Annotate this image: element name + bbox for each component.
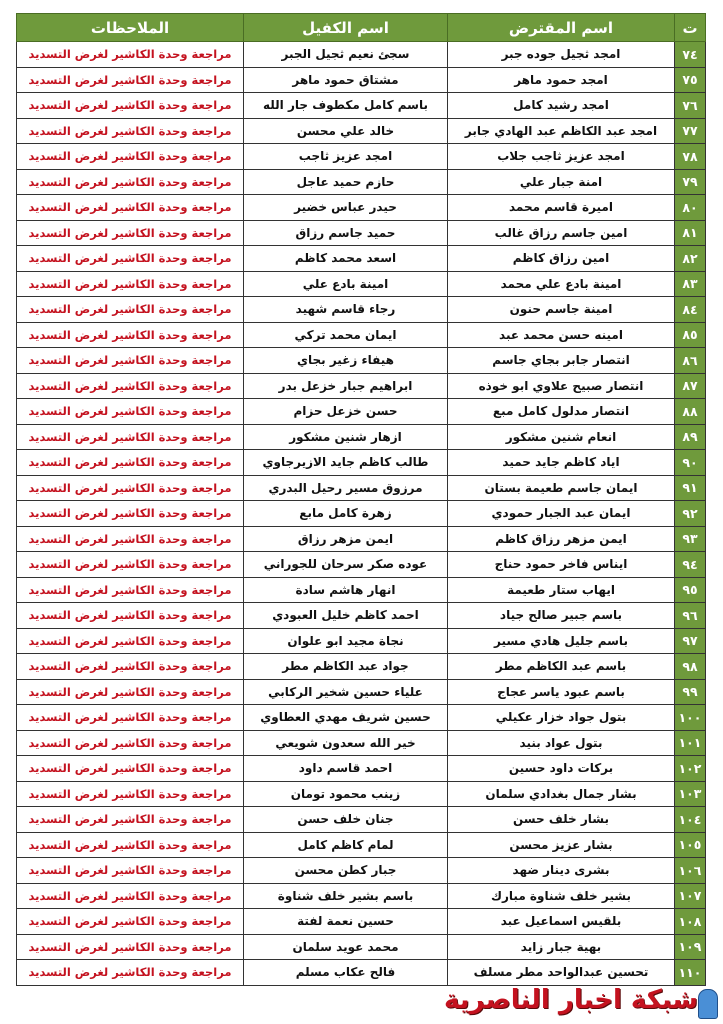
row-note: مراجعة وحدة الكاشير لغرض التسديد — [17, 271, 244, 297]
site-watermark — [443, 985, 718, 1021]
table-row — [17, 322, 706, 348]
row-note: مراجعة وحدة الكاشير لغرض التسديد — [17, 705, 244, 731]
sponsor-name: جواد عبد الكاظم مطر — [244, 654, 448, 680]
row-number: ٩٥ — [675, 577, 706, 603]
row-number: ٧٩ — [675, 169, 706, 195]
table-body — [17, 42, 706, 986]
sponsor-name: احمد كاظم خليل العبودي — [244, 603, 448, 629]
table-row — [17, 858, 706, 884]
sponsor-name: زينب محمود تومان — [244, 781, 448, 807]
row-number: ١٠١ — [675, 730, 706, 756]
row-note: مراجعة وحدة الكاشير لغرض التسديد — [17, 603, 244, 629]
blue-seal-icon — [698, 989, 718, 1019]
row-note: مراجعة وحدة الكاشير لغرض التسديد — [17, 756, 244, 782]
borrower-name: اياد كاظم جايد حميد — [448, 450, 675, 476]
row-note: مراجعة وحدة الكاشير لغرض التسديد — [17, 858, 244, 884]
table-row — [17, 526, 706, 552]
row-note: مراجعة وحدة الكاشير لغرض التسديد — [17, 679, 244, 705]
row-number: ١٠٨ — [675, 909, 706, 935]
row-note: مراجعة وحدة الكاشير لغرض التسديد — [17, 909, 244, 935]
borrower-name: بشار جمال بغدادي سلمان — [448, 781, 675, 807]
borrower-name: امين رزاق كاظم — [448, 246, 675, 272]
header-number: ت — [675, 14, 706, 42]
row-number: ١٠٥ — [675, 832, 706, 858]
borrower-name: ايمان جاسم طعيمة بستان — [448, 475, 675, 501]
row-note: مراجعة وحدة الكاشير لغرض التسديد — [17, 654, 244, 680]
borrower-name: ايهاب ستار طعيمة — [448, 577, 675, 603]
row-note: مراجعة وحدة الكاشير لغرض التسديد — [17, 118, 244, 144]
row-note: مراجعة وحدة الكاشير لغرض التسديد — [17, 399, 244, 425]
borrower-name: امجد رشيد كامل — [448, 93, 675, 119]
sponsor-name: اسعد محمد كاظم — [244, 246, 448, 272]
borrower-name: بشار عزيز محسن — [448, 832, 675, 858]
table-row — [17, 373, 706, 399]
sponsor-name: باسم كامل مكطوف جار الله — [244, 93, 448, 119]
table-row — [17, 577, 706, 603]
row-note: مراجعة وحدة الكاشير لغرض التسديد — [17, 220, 244, 246]
row-note: مراجعة وحدة الكاشير لغرض التسديد — [17, 348, 244, 374]
row-note: مراجعة وحدة الكاشير لغرض التسديد — [17, 475, 244, 501]
row-note: مراجعة وحدة الكاشير لغرض التسديد — [17, 450, 244, 476]
sponsor-name: نجاة مجيد ابو علوان — [244, 628, 448, 654]
row-number: ٨٧ — [675, 373, 706, 399]
row-note: مراجعة وحدة الكاشير لغرض التسديد — [17, 577, 244, 603]
borrower-name: بهية جبار زايد — [448, 934, 675, 960]
row-number: ٩٤ — [675, 552, 706, 578]
borrowers-table — [16, 13, 706, 986]
sponsor-name: ايمن مزهر رزاق — [244, 526, 448, 552]
row-note: مراجعة وحدة الكاشير لغرض التسديد — [17, 960, 244, 986]
row-number: ١٠٩ — [675, 934, 706, 960]
borrower-name: باسم جليل هادي مسير — [448, 628, 675, 654]
table-row — [17, 705, 706, 731]
borrower-name: امجد ثجيل جوده جبر — [448, 42, 675, 68]
table-row — [17, 220, 706, 246]
table-header-row — [17, 14, 706, 42]
table-row — [17, 781, 706, 807]
table-row — [17, 807, 706, 833]
sponsor-name: محمد عويد سلمان — [244, 934, 448, 960]
table-row — [17, 756, 706, 782]
borrower-name: امنة جبار علي — [448, 169, 675, 195]
borrower-name: انتصار مدلول كامل مبع — [448, 399, 675, 425]
header-borrower-name: اسم المقترض — [448, 14, 675, 42]
header-sponsor-name: اسم الكفيل — [244, 14, 448, 42]
row-note: مراجعة وحدة الكاشير لغرض التسديد — [17, 552, 244, 578]
loan-list-sheet — [16, 13, 705, 986]
row-note: مراجعة وحدة الكاشير لغرض التسديد — [17, 373, 244, 399]
sponsor-name: ابراهيم جبار خزعل بدر — [244, 373, 448, 399]
sponsor-name: حسين شريف مهدي العطاوي — [244, 705, 448, 731]
row-note: مراجعة وحدة الكاشير لغرض التسديد — [17, 883, 244, 909]
borrower-name: انتصار صبيح علاوي ابو خوذه — [448, 373, 675, 399]
sponsor-name: رجاء قاسم شهيد — [244, 297, 448, 323]
table-row — [17, 603, 706, 629]
table-row — [17, 348, 706, 374]
table-row — [17, 271, 706, 297]
row-note: مراجعة وحدة الكاشير لغرض التسديد — [17, 501, 244, 527]
row-note: مراجعة وحدة الكاشير لغرض التسديد — [17, 67, 244, 93]
table-row — [17, 195, 706, 221]
row-number: ٨٢ — [675, 246, 706, 272]
table-row — [17, 654, 706, 680]
borrower-name: تحسين عبدالواحد مطر مسلف — [448, 960, 675, 986]
sponsor-name: امينة بادع علي — [244, 271, 448, 297]
row-note: مراجعة وحدة الكاشير لغرض التسديد — [17, 730, 244, 756]
borrower-name: امجد حمود ماهر — [448, 67, 675, 93]
table-row — [17, 118, 706, 144]
sponsor-name: مشتاق حمود ماهر — [244, 67, 448, 93]
table-row — [17, 501, 706, 527]
sponsor-name: احمد قاسم داود — [244, 756, 448, 782]
sponsor-name: حميد جاسم رزاق — [244, 220, 448, 246]
row-number: ٩٣ — [675, 526, 706, 552]
table-row — [17, 679, 706, 705]
borrower-name: امينة جاسم حنون — [448, 297, 675, 323]
table-row — [17, 628, 706, 654]
table-row — [17, 730, 706, 756]
borrower-name: بركات داود حسين — [448, 756, 675, 782]
borrower-name: بتول جواد خزار عكيلي — [448, 705, 675, 731]
row-number: ٨٩ — [675, 424, 706, 450]
sponsor-name: حازم حميد عاجل — [244, 169, 448, 195]
sponsor-name: امجد عزيز ثاجب — [244, 144, 448, 170]
row-number: ٩١ — [675, 475, 706, 501]
row-note: مراجعة وحدة الكاشير لغرض التسديد — [17, 628, 244, 654]
sponsor-name: ايمان محمد تركي — [244, 322, 448, 348]
row-note: مراجعة وحدة الكاشير لغرض التسديد — [17, 169, 244, 195]
table-row — [17, 93, 706, 119]
table-row — [17, 832, 706, 858]
row-number: ٩٨ — [675, 654, 706, 680]
row-number: ١٠٣ — [675, 781, 706, 807]
row-note: مراجعة وحدة الكاشير لغرض التسديد — [17, 424, 244, 450]
row-number: ١٠٤ — [675, 807, 706, 833]
row-number: ٨٣ — [675, 271, 706, 297]
row-number: ١٠٠ — [675, 705, 706, 731]
row-number: ٨٠ — [675, 195, 706, 221]
row-note: مراجعة وحدة الكاشير لغرض التسديد — [17, 42, 244, 68]
sponsor-name: جبار كطن محسن — [244, 858, 448, 884]
row-number: ١٠٧ — [675, 883, 706, 909]
table-row — [17, 960, 706, 986]
row-number: ٧٥ — [675, 67, 706, 93]
table-row — [17, 144, 706, 170]
row-number: ٩٦ — [675, 603, 706, 629]
sponsor-name: سجئ نعيم ثجيل الجبر — [244, 42, 448, 68]
sponsor-name: هيفاء زغير بجاي — [244, 348, 448, 374]
table-row — [17, 399, 706, 425]
row-number: ٧٨ — [675, 144, 706, 170]
borrower-name: امينة بادع علي محمد — [448, 271, 675, 297]
row-number: ٩٠ — [675, 450, 706, 476]
sponsor-name: زهرة كامل مابع — [244, 501, 448, 527]
borrower-name: انعام شنين مشكور — [448, 424, 675, 450]
table-row — [17, 909, 706, 935]
table-row — [17, 424, 706, 450]
row-note: مراجعة وحدة الكاشير لغرض التسديد — [17, 832, 244, 858]
borrower-name: بشير خلف شناوة مبارك — [448, 883, 675, 909]
sponsor-name: باسم بشير خلف شناوة — [244, 883, 448, 909]
row-note: مراجعة وحدة الكاشير لغرض التسديد — [17, 246, 244, 272]
sponsor-name: حسن خزعل حزام — [244, 399, 448, 425]
row-number: ١٠٢ — [675, 756, 706, 782]
row-number: ٧٧ — [675, 118, 706, 144]
row-note: مراجعة وحدة الكاشير لغرض التسديد — [17, 144, 244, 170]
borrower-name: بلقيس اسماعيل عبد — [448, 909, 675, 935]
row-number: ٧٤ — [675, 42, 706, 68]
table-row — [17, 883, 706, 909]
borrower-name: انتصار جابر بجاي جاسم — [448, 348, 675, 374]
borrower-name: باسم عبد الكاظم مطر — [448, 654, 675, 680]
borrower-name: اميرة قاسم محمد — [448, 195, 675, 221]
table-row — [17, 475, 706, 501]
sponsor-name: حسين نعمة لفتة — [244, 909, 448, 935]
table-row — [17, 67, 706, 93]
row-number: ٨٨ — [675, 399, 706, 425]
header-notes: الملاحظات — [17, 14, 244, 42]
borrower-name: امينه حسن محمد عبد — [448, 322, 675, 348]
sponsor-name: حيدر عباس خضير — [244, 195, 448, 221]
row-number: ٨١ — [675, 220, 706, 246]
sponsor-name: طالب كاظم جايد الازيرجاوي — [244, 450, 448, 476]
row-number: ٩٢ — [675, 501, 706, 527]
table-row — [17, 552, 706, 578]
borrower-name: ايمن مزهر رزاق كاظم — [448, 526, 675, 552]
borrower-name: بشرى دينار ضهد — [448, 858, 675, 884]
sponsor-name: خير الله سعدون شويعي — [244, 730, 448, 756]
borrower-name: بتول عواد بنيد — [448, 730, 675, 756]
table-row — [17, 42, 706, 68]
borrower-name: امجد عبد الكاظم عبد الهادي جابر — [448, 118, 675, 144]
sponsor-name: علياء حسين شخير الركابي — [244, 679, 448, 705]
row-note: مراجعة وحدة الكاشير لغرض التسديد — [17, 195, 244, 221]
row-number: ١١٠ — [675, 960, 706, 986]
row-note: مراجعة وحدة الكاشير لغرض التسديد — [17, 807, 244, 833]
table-row — [17, 169, 706, 195]
row-note: مراجعة وحدة الكاشير لغرض التسديد — [17, 781, 244, 807]
row-number: ٨٤ — [675, 297, 706, 323]
borrower-name: باسم عبود ياسر عجاج — [448, 679, 675, 705]
row-note: مراجعة وحدة الكاشير لغرض التسديد — [17, 93, 244, 119]
borrower-name: ايناس فاخر حمود حناج — [448, 552, 675, 578]
borrower-name: امجد عزيز ثاجب جلاب — [448, 144, 675, 170]
row-note: مراجعة وحدة الكاشير لغرض التسديد — [17, 934, 244, 960]
row-note: مراجعة وحدة الكاشير لغرض التسديد — [17, 322, 244, 348]
borrower-name: ايمان عبد الجبار حمودي — [448, 501, 675, 527]
row-note: مراجعة وحدة الكاشير لغرض التسديد — [17, 297, 244, 323]
table-row — [17, 450, 706, 476]
watermark-text: شبكة اخبار الناصرية — [443, 985, 698, 1015]
sponsor-name: ازهار شنين مشكور — [244, 424, 448, 450]
table-row — [17, 246, 706, 272]
row-number: ٨٦ — [675, 348, 706, 374]
row-number: ٩٩ — [675, 679, 706, 705]
sponsor-name: لمام كاظم كامل — [244, 832, 448, 858]
sponsor-name: انهار هاشم سادة — [244, 577, 448, 603]
row-number: ١٠٦ — [675, 858, 706, 884]
borrower-name: باسم جبير صالح جياد — [448, 603, 675, 629]
sponsor-name: فالح عكاب مسلم — [244, 960, 448, 986]
row-note: مراجعة وحدة الكاشير لغرض التسديد — [17, 526, 244, 552]
table-row — [17, 297, 706, 323]
borrower-name: بشار خلف حسن — [448, 807, 675, 833]
borrower-name: امين جاسم رزاق غالب — [448, 220, 675, 246]
row-number: ٩٧ — [675, 628, 706, 654]
row-number: ٧٦ — [675, 93, 706, 119]
table-row — [17, 934, 706, 960]
sponsor-name: عوده صكر سرحان للجوراني — [244, 552, 448, 578]
sponsor-name: خالد علي محسن — [244, 118, 448, 144]
sponsor-name: مرزوق مسير رحيل البدري — [244, 475, 448, 501]
row-number: ٨٥ — [675, 322, 706, 348]
sponsor-name: جنان خلف حسن — [244, 807, 448, 833]
